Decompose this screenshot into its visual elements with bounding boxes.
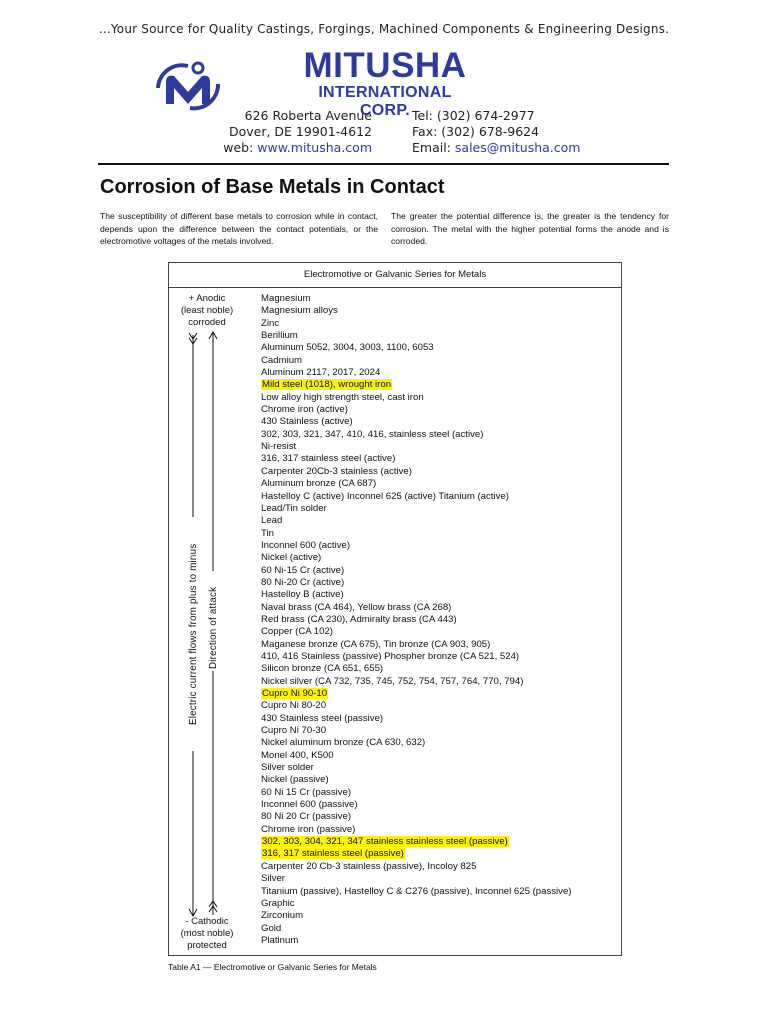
cathodic-line: - Cathodic xyxy=(185,916,229,927)
metal-item xyxy=(261,305,572,317)
metal-name: 80 Ni-20 Cr (active) xyxy=(261,576,345,588)
metal-item xyxy=(261,404,572,416)
metal-item xyxy=(261,293,572,305)
metal-item xyxy=(261,886,572,898)
metal-name: Nickel aluminum bronze (CA 630, 632) xyxy=(261,737,426,749)
metal-item xyxy=(261,762,572,774)
metal-item xyxy=(261,589,572,601)
metal-name: 316, 317 stainless steel (active) xyxy=(261,453,396,465)
metal-item xyxy=(261,873,572,885)
metal-name: 430 Stainless (active) xyxy=(261,416,353,428)
metal-item xyxy=(261,910,572,922)
tagline: ...Your Source for Quality Castings, Forgings, Machined Components & Engineering Designs. xyxy=(98,22,670,36)
metal-name: 80 Ni 20 Cr (passive) xyxy=(261,811,352,823)
cathodic-line: (most noble) xyxy=(180,928,234,939)
attack-direction-label: Direction of attack xyxy=(208,586,219,669)
metal-name: Carpenter 20 Cb-3 stainless (passive), Incoloy 825 xyxy=(261,860,477,872)
metals-list xyxy=(261,293,572,947)
table-heading: Electromotive or Galvanic Series for Metals xyxy=(169,263,621,288)
metal-name: Silver xyxy=(261,873,285,885)
metal-name: Gold xyxy=(261,922,282,934)
metal-name: Maganese bronze (CA 675), Tin bronze (CA 903, 905) xyxy=(261,638,491,650)
anodic-label xyxy=(169,293,245,329)
metal-item xyxy=(261,342,572,354)
tel-line: Tel: (302) 674-2977 xyxy=(412,108,535,123)
metal-item xyxy=(261,441,572,453)
galvanic-series-table xyxy=(168,262,622,956)
metal-name: Nickel (passive) xyxy=(261,774,329,786)
metal-name: Silicon bronze (CA 651, 655) xyxy=(261,663,384,675)
table-caption: Table A1 — Electromotive or Galvanic Series for Metals xyxy=(168,962,377,972)
metal-name: Aluminum 2117, 2017, 2024 xyxy=(261,367,381,379)
metal-name: Copper (CA 102) xyxy=(261,626,333,638)
metal-name: Berillium xyxy=(261,330,298,342)
metal-item xyxy=(261,478,572,490)
metal-item xyxy=(261,898,572,910)
metal-item xyxy=(261,651,572,663)
email-line xyxy=(412,140,612,156)
metal-name: Low alloy high strength steel, cast iron xyxy=(261,391,424,403)
metal-item xyxy=(261,392,572,404)
metal-name: Tin xyxy=(261,527,274,539)
current-flow-label: Electric current flows from plus to minus xyxy=(188,543,199,725)
address-line-2: Dover, DE 19901-4612 xyxy=(228,124,372,139)
metal-item xyxy=(261,861,572,873)
metal-name-highlighted: Cupro Ni 90-10 xyxy=(262,688,328,699)
metal-item xyxy=(261,367,572,379)
metal-name: Magnesium alloys xyxy=(261,305,338,317)
metal-item xyxy=(261,318,572,330)
metal-name: Chrome iron (active) xyxy=(261,404,348,416)
metal-item xyxy=(261,700,572,712)
metal-item xyxy=(261,713,572,725)
web-label: web: xyxy=(223,140,254,155)
metal-name: Inconnel 600 (active) xyxy=(261,539,351,551)
metal-name-highlighted: 316, 317 stainless steel (passive) xyxy=(262,848,404,860)
metal-item xyxy=(261,935,572,947)
metal-name: Lead/Tin solder xyxy=(261,502,327,514)
email-link[interactable]: sales@mitusha.com xyxy=(454,140,581,155)
metal-name: Graphic xyxy=(261,897,295,909)
metal-name: Hastelloy B (active) xyxy=(261,589,344,601)
intro-paragraph-left: The susceptibility of different base metals to corrosion while in contact, depends upon the difference between the contact potentials, or the electromotive voltages of the metals involved. xyxy=(100,211,378,247)
metal-item xyxy=(261,799,572,811)
metal-name: Silver solder xyxy=(261,762,314,774)
metal-name: Zinc xyxy=(261,317,280,329)
metal-item xyxy=(261,688,572,700)
address-block xyxy=(210,108,372,156)
metal-item xyxy=(261,750,572,762)
intro-paragraph-right: The greater the potential difference is, the greater is the tendency for corrosion. The metal with the higher potential forms the anode and is corroded. xyxy=(391,211,669,247)
metal-item xyxy=(261,626,572,638)
web-line xyxy=(210,140,372,156)
metal-item xyxy=(261,725,572,737)
metal-item xyxy=(261,528,572,540)
header-divider xyxy=(98,163,669,165)
metal-item xyxy=(261,515,572,527)
metal-item xyxy=(261,330,572,342)
cathodic-line: protected xyxy=(187,940,227,951)
metal-name: Red brass (CA 230), Admiralty brass (CA 443) xyxy=(261,613,457,625)
cathodic-label xyxy=(169,916,245,952)
metal-name: Cadmium xyxy=(261,354,303,366)
metal-item xyxy=(261,923,572,935)
metal-item xyxy=(261,379,572,391)
metal-item xyxy=(261,453,572,465)
metal-item xyxy=(261,848,572,860)
metal-item xyxy=(261,663,572,675)
metal-name: Hastelloy C (active) Inconnel 625 (active) Titanium (active) xyxy=(261,490,509,502)
metal-item xyxy=(261,614,572,626)
metal-name: Aluminum 5052, 3004, 3003, 1100, 6053 xyxy=(261,342,434,354)
metal-name: Naval brass (CA 464), Yellow brass (CA 268) xyxy=(261,601,452,613)
metal-name-highlighted: 302, 303, 304, 321, 347 stainless stainless steel (passive) xyxy=(262,836,508,848)
metal-name: Zirconium xyxy=(261,910,304,922)
metal-item xyxy=(261,787,572,799)
metal-name: 60 Ni 15 Cr (passive) xyxy=(261,786,352,798)
metal-name: Lead xyxy=(261,515,283,527)
metal-name: Nickel silver (CA 732, 735, 745, 752, 754, 757, 764, 770, 794) xyxy=(261,675,524,687)
metal-item xyxy=(261,552,572,564)
metal-item xyxy=(261,836,572,848)
page-title: Corrosion of Base Metals in Contact xyxy=(100,176,445,198)
metal-item xyxy=(261,416,572,428)
metal-name: Ni-resist xyxy=(261,441,297,453)
metal-name: 430 Stainless steel (passive) xyxy=(261,712,384,724)
email-label: Email: xyxy=(412,140,451,155)
metal-name: Monel 400, K500 xyxy=(261,749,334,761)
metal-item xyxy=(261,565,572,577)
metal-item xyxy=(261,429,572,441)
metal-name-highlighted: Mild steel (1018), wrought iron xyxy=(262,379,392,391)
metal-name: Nickel (active) xyxy=(261,552,322,564)
web-link[interactable]: www.mitusha.com xyxy=(257,140,372,155)
metal-name: Magnesium xyxy=(261,293,311,304)
metal-item xyxy=(261,602,572,614)
anodic-line: (least noble) xyxy=(180,305,234,316)
metal-item xyxy=(261,811,572,823)
metal-name: 302, 303, 321, 347, 410, 416, stainless steel (active) xyxy=(261,428,484,440)
metal-item xyxy=(261,355,572,367)
metal-item xyxy=(261,824,572,836)
metal-item xyxy=(261,540,572,552)
metal-name: Titanium (passive), Hastelloy C & C276 (passive), Inconnel 625 (passive) xyxy=(261,885,572,897)
metal-name: Chrome iron (passive) xyxy=(261,823,356,835)
metal-item xyxy=(261,737,572,749)
contact-block xyxy=(412,108,612,156)
metal-item xyxy=(261,466,572,478)
metal-item xyxy=(261,676,572,688)
anodic-line: corroded xyxy=(188,317,226,328)
anodic-line: + Anodic xyxy=(188,293,226,304)
metal-name: 60 Ni-15 Cr (active) xyxy=(261,564,345,576)
company-name: MITUSHA xyxy=(303,46,467,85)
metal-item xyxy=(261,503,572,515)
metal-name: Carpenter 20Cb-3 stainless (active) xyxy=(261,465,412,477)
metal-item xyxy=(261,639,572,651)
metal-name: Inconnel 600 (passive) xyxy=(261,799,358,811)
fax-line: Fax: (302) 678-9624 xyxy=(412,124,540,139)
metal-name: Cupro Ni 70-30 xyxy=(261,725,327,737)
metal-name: Cupro Ni 80-20 xyxy=(261,700,327,712)
address-line-1: 626 Roberta Avenue xyxy=(244,108,372,123)
mitusha-logo xyxy=(154,58,222,114)
company-subtitle: INTERNATIONAL CORP. xyxy=(318,84,452,119)
metal-item xyxy=(261,491,572,503)
metal-name: Aluminum bronze (CA 687) xyxy=(261,478,377,490)
metal-name: 410, 416 Stainless (passive) Phospher bronze (CA 521, 524) xyxy=(261,650,520,662)
metal-item xyxy=(261,774,572,786)
metal-item xyxy=(261,577,572,589)
metal-name: Platinum xyxy=(261,934,299,946)
